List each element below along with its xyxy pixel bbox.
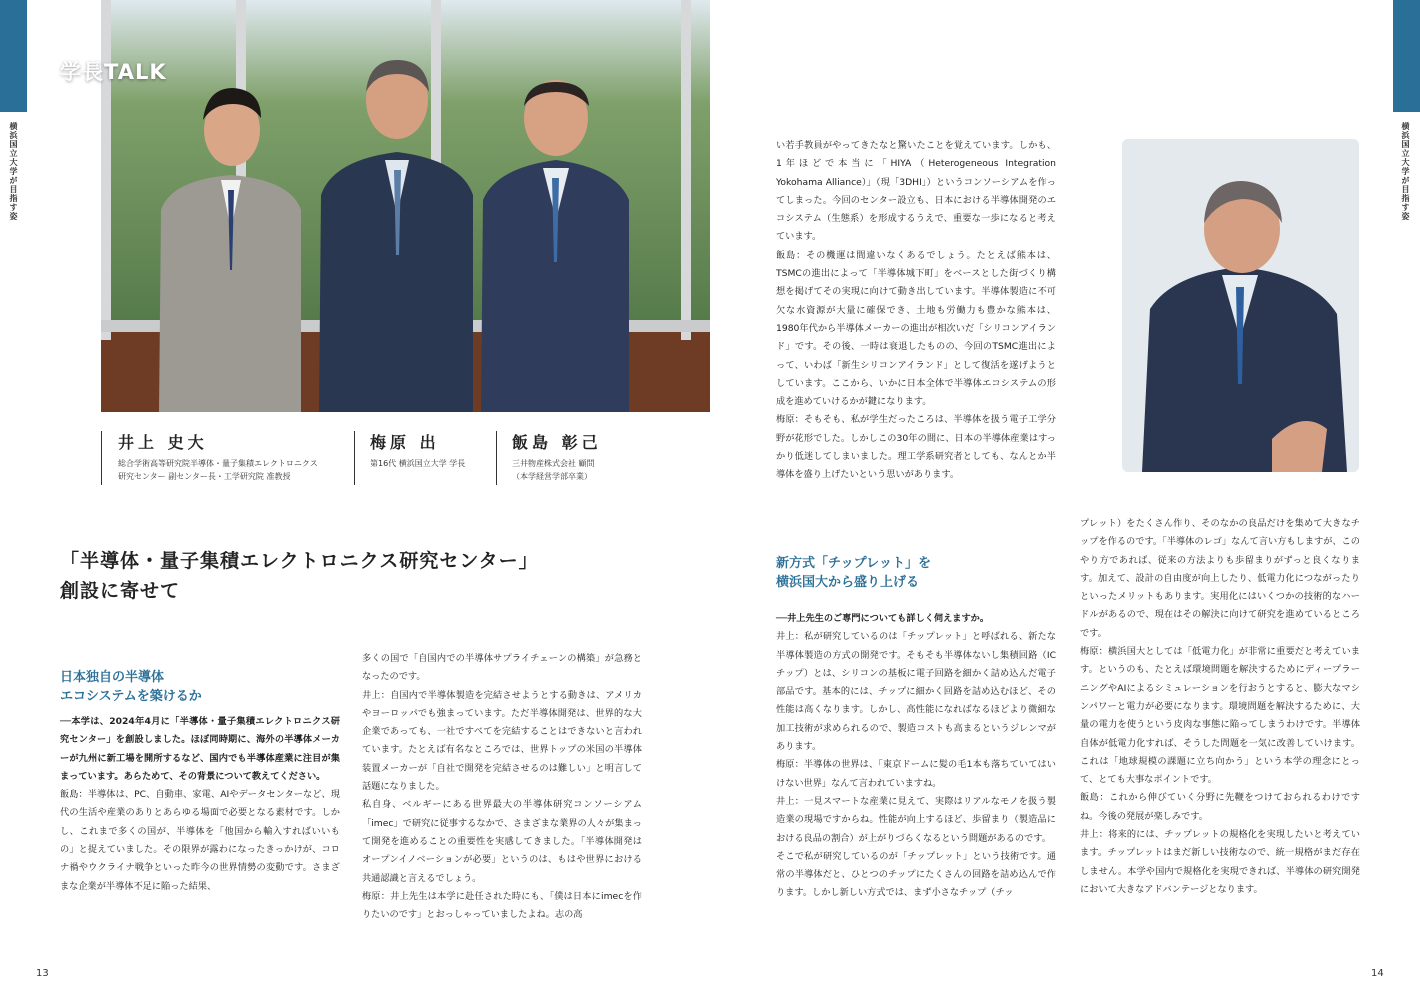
subhead-line: 日本独自の半導体 xyxy=(60,670,165,685)
portrait-photo xyxy=(1122,139,1359,472)
page-number-right: 14 xyxy=(1371,968,1384,979)
caption-divider xyxy=(101,431,102,485)
person-role-line: 研究センター 副センター長・工学研究院 准教授 xyxy=(118,472,291,481)
paragraph: 梅原：横浜国大としては「低電力化」が非常に重要だと考えています。というのも、たとえば環境問題を解決するためにディープラーニングやAIによるシミュレーションを行おうとすると、膨大なマシンパワーと電力が必要になります。環境問題を解決するために、大量の電力を使うという皮肉な事態に陥ってしまうわけです。半導体自体が低電力化すれば、そうした問題を一気に改善していけます。これは「地球規模の課題に立ち向かう」という本学の理念にとって、とても大事なポイントです。 xyxy=(1080,646,1360,786)
page-number-left: 13 xyxy=(36,968,49,979)
group-photo-illustration xyxy=(101,0,710,412)
body-column-1 xyxy=(60,713,340,896)
section-subhead xyxy=(776,554,931,592)
paragraph: 私自身、ベルギーにある世界最大の半導体研究コンソーシアム「imec」で研究に従事するなかで、さまざまな業界の人々が集まって開発を進めることの重要性を実感してきました。「半導体開発はオープンイノベーションが必要」というのは、もはや世界における共通認識と言えるでしょう。 xyxy=(362,799,642,884)
paragraph: 飯島：これから伸びていく分野に先鞭をつけておられるわけですね。今後の発展が楽しみです。 xyxy=(1080,792,1360,822)
paragraph: 井上：私が研究しているのは「チップレット」と呼ばれる、新たな半導体製造の方式の開発です。そもそも半導体ないし集積回路（ICチップ）とは、シリコンの基板に電子回路を細かく詰め込んだ電子部品です。基本的には、チップに細かく回路を詰め込むほど、その性能は高くなります。しかし、高性能になればなるほどより微細な加工技術が求められるので、製造コストも高まるというジレンマがあります。 xyxy=(776,631,1056,753)
person-name: 飯島 彰己 xyxy=(512,433,602,452)
headline-line: 「半導体・量子集積エレクトロニクス研究センター」 xyxy=(60,550,539,572)
paragraph: 井上：一見スマートな産業に見えて、実際はリアルなモノを扱う製造業の現場ですからね。性能が向上するほど、歩留まり（製造品における良品の割合）が上がりづらくなるという問題があるのです。 xyxy=(776,795,1056,844)
page-headline xyxy=(60,546,660,606)
body-column-3 xyxy=(776,137,1056,485)
paragraph: い若手教員がやってきたなと驚いたことを覚えています。しかも、1年ほどで本当に「HIYA（Heterogeneous Integration Yokohama Alliance）」（現「3DHI」）というコンソーシアムを作ってしまった。今回のセンター設立も、日本における半導体開発のエコシステム（生態系）を形成するうえで、重要な一歩になると考えています。 xyxy=(776,140,1056,243)
person-name: 梅原 出 xyxy=(370,433,440,452)
person-role-line: 第16代 横浜国立大学 学長 xyxy=(370,459,466,468)
headline-line: 創設に寄せて xyxy=(60,580,181,602)
right-side-tab xyxy=(1393,0,1420,112)
paragraph: 多くの国で「自国内での半導体サプライチェーンの構築」が急務となったのです。 xyxy=(362,653,642,683)
person-role xyxy=(118,457,353,483)
paragraph: そこで私が研究しているのが「チップレット」という技術です。通常の半導体だと、ひとつのチップにたくさんの回路を詰め込んで作ります。しかし新しい方式では、まず小さなチップ（チッ xyxy=(776,850,1056,899)
person-role xyxy=(370,457,490,470)
paragraph: 井上：将来的には、チップレットの規格化を実現したいと考えています。チップレットはまだ新しい技術なので、統一規格がまだ存在しません。本学や国内で規格化を実現できれば、半導体の研究開発において大きなアドバンテージとなります。 xyxy=(1080,829,1360,895)
body-column-2 xyxy=(362,650,642,924)
portrait-illustration xyxy=(1122,139,1359,472)
body-column-4 xyxy=(1080,515,1360,899)
subhead-line: 横浜国大から盛り上げる xyxy=(776,575,920,590)
paragraph: ──本学は、2024年4月に「半導体・量子集積エレクトロニクス研究センター」を創設しました。ほぼ同時期に、海外の半導体メーカーが九州に新工場を開所するなど、国内でも半導体産業に注目が集まっています。あらためて、その背景について教えてください。 xyxy=(60,716,340,782)
paragraph: プレット）をたくさん作り、そのなかの良品だけを集めて大きなチップを作るのです。「半導体のレゴ」なんて言い方もしますが、このやり方であれば、従来の方法よりも歩留まりがずっと良くなります。加えて、設計の自由度が向上したり、低電力化につながったりといったメリットもあります。実用化にはいくつかの技術的なハードルがあるので、現在はその解決に向けて研究を進めているところです。 xyxy=(1080,518,1360,639)
section-label: 学長TALK xyxy=(60,60,167,84)
person-role-line: （本学経営学部卒業） xyxy=(512,472,592,481)
person-role-line: 総合学術高等研究院半導体・量子集積エレクトロニクス xyxy=(118,459,318,468)
right-side-label: 横浜国立大学が目指す姿 xyxy=(1401,122,1410,221)
paragraph: 梅原：井上先生は本学に赴任された時にも、「僕は日本にimecを作りたいのです」とおっしゃっていましたよね。志の高 xyxy=(362,890,642,921)
paragraph: 梅原：そもそも、私が学生だったころは、半導体を扱う電子工学分野が花形でした。しかしこの30年の間に、日本の半導体産業はすっかり低迷してしまいました。理工学系研究者としても、なんとか半導体を盛り上げたいという思いがあります。 xyxy=(776,414,1056,481)
body-column-3b xyxy=(776,610,1056,903)
left-side-tab xyxy=(0,0,27,112)
paragraph: 飯島：半導体は、PC、自動車、家電、AIやデータセンターなど、現代の生活や産業のありとあらゆる場面で必要となる素材です。しかし、これまで多くの国が、半導体を「他国から輸入すればいいもの」と捉えていました。その限界が露わになったきっかけが、コロナ禍やウクライナ戦争といった昨今の世界情勢の変動です。さまざまな企業が半導体不足に陥った結果、 xyxy=(60,789,340,892)
subhead-line: 新方式「チップレット」を xyxy=(776,556,931,571)
caption-divider xyxy=(354,431,355,485)
person-role xyxy=(512,457,682,483)
section-subhead xyxy=(60,668,202,706)
person-name: 井上 史大 xyxy=(118,433,208,452)
paragraph: 梅原：半導体の世界は、「東京ドームに髪の毛1本も落ちていてはいけない世界」なんて言われていますね。 xyxy=(776,759,1056,789)
subhead-line: エコシステムを築けるか xyxy=(60,689,202,704)
group-photo xyxy=(101,0,710,412)
person-role-line: 三井物産株式会社 顧問 xyxy=(512,459,595,468)
paragraph: 井上：自国内で半導体製造を完結させようとする動きは、アメリカやヨーロッパでも強まっています。ただ半導体開発は、世界的な大企業であっても、一社ですべてを完結することはできないと言われています。たとえば有名なところでは、世界トップの米国の半導体装置メーカーが「自社で開発を完結させるのは難しい」と明言して話題になりました。 xyxy=(362,689,642,793)
left-side-label: 横浜国立大学が目指す姿 xyxy=(9,122,18,221)
paragraph: 飯島：その機運は間違いなくあるでしょう。たとえば熊本は、TSMCの進出によって「半導体城下町」をベースとした街づくり構想を掲げてその実現に向けて動き出しています。半導体製造に不可欠な水資源が大量に確保でき、土地も労働力も豊かな熊本は、1980年代から半導体メーカーの進出が相次いだ「シリコンアイランド」です。その後、一時は衰退したものの、今回のTSMC進出によって、いわば「新生シリコンアイランド」として復活を遂げようとしています。ここから、いかに日本全体で半導体エコシステムの形成を進めていけるかが鍵になります。 xyxy=(776,249,1056,408)
caption-divider xyxy=(496,431,497,485)
paragraph: ──井上先生のご専門についても詳しく伺えますか。 xyxy=(776,613,990,624)
